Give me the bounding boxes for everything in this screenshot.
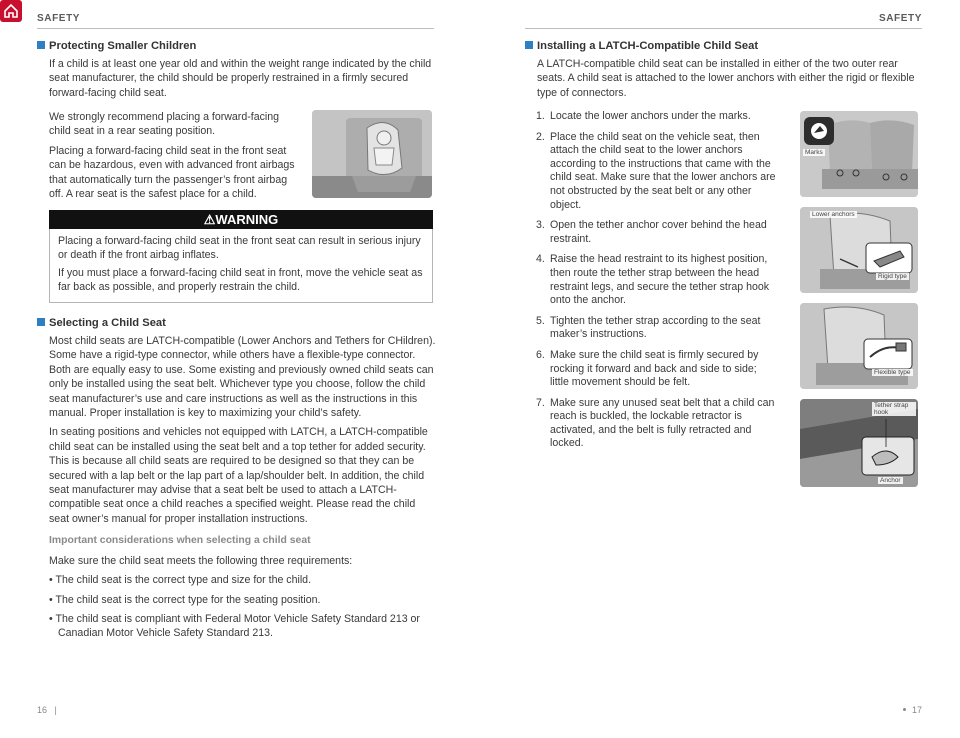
warning-text-1: Placing a forward-facing child seat in the front seat can result in serious injury or death if the front airbag inflates. (58, 235, 421, 262)
rigid-type-image (800, 207, 918, 293)
selecting-paragraph-2: In seating positions and vehicles not equipped with LATCH, a LATCH-compatible child seat can be installed using the seat belt and a top tether for added security. This is because all child seats are required to be designed so that they can be secured with a lap belt or the lap part of a lap/shoulder belt. In addition, the child seat manufacturer may advise that a seat belt be used to attach a LATCH-compatible seat once a child reaches a specified weight. Please read the child seat owner’s manual for proper installation instructions. (49, 426, 428, 525)
right-header-rule (525, 28, 922, 29)
right-page-number: 17 (903, 705, 922, 715)
section-heading-selecting: Selecting a Child Seat (37, 317, 166, 329)
flexible-type-image (800, 303, 918, 389)
lower-anchors-label: Lower anchors (812, 211, 855, 218)
step-item: 4. Raise the head restraint to its highest position, then route the tether strap between the head restraint legs, and secure the tether strap hook onto the anchor. (536, 253, 770, 307)
forward-facing-seat-image (312, 110, 432, 198)
section-square-icon (37, 41, 45, 49)
warning-text-2: If you must place a forward-facing child seat in front, move the vehicle seat as far back as possible, and properly restrain the child. (58, 266, 423, 294)
home-icon (3, 3, 19, 19)
flexible-type-label: Flexible type (874, 369, 911, 376)
protect-paragraph-2: We strongly recommend placing a forward-facing child seat in a rear seating position. (49, 111, 280, 138)
rigid-type-label: Rigid type (878, 273, 907, 280)
anchor-label: Anchor (880, 477, 901, 484)
section-square-icon (525, 41, 533, 49)
protect-paragraph-3: Placing a forward-facing child seat in the front seat can be hazardous, even with advanced front airbags that automatically turn the passenger’s front airbag off. A rear seat is the safest place for a child. (49, 144, 295, 201)
warning-triangle-icon: ⚠ (203, 212, 216, 227)
step-item: 1. Locate the lower anchors under the marks. (536, 110, 751, 122)
selecting-intro: Make sure the child seat meets the following three requirements: (49, 554, 353, 567)
selecting-subheading: Important considerations when selecting a child seat (49, 535, 311, 547)
installing-intro: A LATCH-compatible child seat can be installed in either of the two outer rear seats. A child seat is attached to the lower anchors with either the rigid or flexible type of connectors. (537, 58, 915, 99)
warning-label: WARNING (215, 212, 279, 227)
requirement-bullet: • The child seat is compliant with Federal Motor Vehicle Safety Standard 213 or Canadian Motor Vehicle Safety Standard 213. (49, 612, 420, 640)
warning-text (58, 234, 423, 298)
section-square-icon (37, 318, 45, 326)
lower-anchor-marks-image (800, 111, 918, 197)
right-page-header: SAFETY (878, 13, 922, 24)
step-item: 7. Make sure any unused seat belt that a child can reach is buckled, the lockable retractor is activated, and the belt is fully retracted and locked. (536, 396, 775, 450)
selecting-body (49, 334, 437, 646)
home-button[interactable] (0, 0, 22, 22)
step-item: 2. Place the child seat on the vehicle seat, then attach the child seat to the lower anchors according to the instructions that came with the child seat. Make sure that the lower anchors are not obstructed by the seat belt or any other object. (536, 130, 776, 211)
protect-paragraph-1: If a child is at least one year old and within the weight range indicated by the child seat manufacturer, the child should be properly restrained in a firmly secured forward-facing child seat. (49, 58, 432, 99)
marks-label: Marks (805, 149, 823, 156)
left-header-rule (37, 28, 434, 29)
tether-strap-hook-label: Tether strap hook (872, 402, 916, 416)
protect-paragraph-group (49, 110, 299, 206)
requirement-bullet: • The child seat is the correct type and size for the child. (49, 574, 312, 587)
warning-banner (49, 210, 433, 229)
tether-anchor-image (800, 399, 918, 487)
section-heading-installing: Installing a LATCH-Compatible Child Seat (525, 40, 758, 52)
left-page-number: 16 | (37, 705, 57, 715)
step-item: 5. Tighten the tether strap according to the seat maker’s instructions. (536, 314, 761, 341)
section-heading-protecting: Protecting Smaller Children (37, 40, 196, 52)
step-item: 3. Open the tether anchor cover behind the head restraint. (536, 219, 767, 245)
step-item: 6. Make sure the child seat is firmly secured by rocking it forward and back and side to side; little movement should be felt. (536, 348, 759, 389)
installation-steps (536, 110, 776, 458)
requirement-bullet: • The child seat is the correct type for the seating position. (49, 593, 321, 606)
left-page-header: SAFETY (37, 13, 81, 24)
selecting-paragraph-1: Most child seats are LATCH-compatible (Lower Anchors and Tethers for CHildren). Some have a rigid-type connector, while others have a flexible-type connector. Both are equally easy to use. Some existing and previously owned child seats can only be installed using the seat belt. Whichever type you choose, follow the child seat manufacturer’s use and care instructions as well as the instructions in this manual. Proper installation is key to maximizing your child’s safety. (49, 335, 436, 420)
